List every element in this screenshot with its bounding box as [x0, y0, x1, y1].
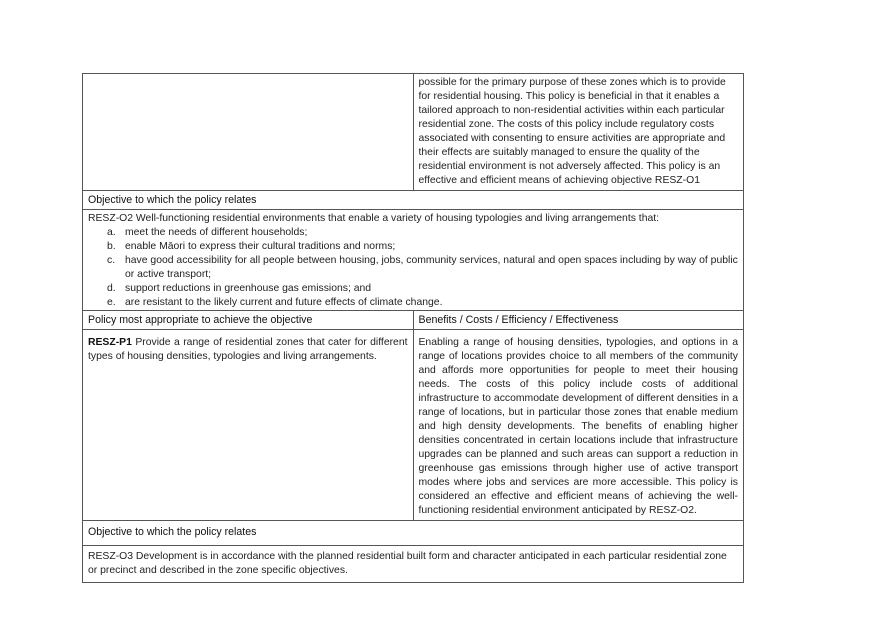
list-item-text: are resistant to the likely current and future effects of climate change.: [125, 297, 443, 308]
policy-p1-cell: [83, 330, 414, 521]
policy-p1-benefits-cell: [413, 330, 744, 521]
empty-cell: [83, 74, 414, 191]
objective-header: Objective to which the policy relates: [83, 521, 744, 546]
objective-o2-intro: RESZ-O2 Well-functioning residential environments that enable a variety of housing typologies and living arrangements that:: [88, 213, 660, 224]
list-item: [88, 226, 738, 240]
benefits-column-header: Benefits / Costs / Efficiency / Effectiveness: [413, 311, 744, 330]
policy-benefits-text: Enabling a range of housing densities, typologies, and options in a range of locations provides choice to all members of the community and affords more opportunities for people to meet their housing needs. The costs of this policy include costs of additional infrastructure to accommodate development of different densities in a range of locations, but in particular those zones that enable medium and high density developments. The benefits of enabling higher densities concentrated in certain locations include that infrastructure upgrades can be planned and such areas can support a reduction in greenhouse gas emissions through higher use of active transport modes where jobs and services are more accessible. This policy is considered an effective and efficient means of achieving the well-functioning residential environment anticipated by RESZ-O2.: [418, 337, 738, 516]
policy-code: RESZ-P1: [88, 337, 132, 348]
table-row: [83, 311, 744, 330]
list-marker: c.: [107, 255, 116, 266]
table-row: [83, 191, 744, 210]
table-row: [83, 546, 744, 583]
list-item-text: enable Māori to express their cultural traditions and norms;: [125, 241, 396, 252]
list-item: [88, 282, 738, 296]
table-row: [83, 210, 744, 311]
table-row: [83, 521, 744, 546]
objective-o2-cell: [83, 210, 744, 311]
list-item-text: have good accessibility for all people between housing, jobs, community services, natural and open spaces including by way of public or active transport;: [125, 255, 738, 280]
list-marker: e.: [107, 297, 116, 308]
list-item: [88, 240, 738, 254]
objective-header: Objective to which the policy relates: [83, 191, 744, 210]
list-marker: a.: [107, 227, 116, 238]
list-marker: d.: [107, 283, 116, 294]
table-row: [83, 330, 744, 521]
policy-text: Provide a range of residential zones that cater for different types of housing densities, typologies and living arrangements.: [88, 337, 408, 362]
list-item: [88, 254, 738, 282]
objective-o3-text: RESZ-O3 Development is in accordance with the planned residential built form and character anticipated in each particular residential zone or precinct and described in the zone specific objectives.: [88, 551, 727, 576]
list-item-text: support reductions in greenhouse gas emissions; and: [125, 283, 372, 294]
list-marker: b.: [107, 241, 116, 252]
list-item-text: meet the needs of different households;: [125, 227, 308, 238]
objective-o2-list: [88, 226, 738, 310]
resz-o1-benefits-text: possible for the primary purpose of these zones which is to provide for residential housing. This policy is beneficial in that it enables a tailored approach to non-residential activities within each particular residential zone. The costs of this policy include regulatory costs associated with consenting to ensure activities are appropriate and their effects are suitably managed to ensure the quality of the residential environment is not adversely affected. This policy is an effective and efficient means of achieving objective RESZ-O1: [418, 77, 726, 186]
objective-o3-cell: [83, 546, 744, 583]
policy-column-header: Policy most appropriate to achieve the objective: [83, 311, 414, 330]
list-item: [88, 296, 738, 310]
resz-o1-benefits-cell: [413, 74, 744, 191]
policy-evaluation-table: [82, 73, 744, 583]
table-row: [83, 74, 744, 191]
